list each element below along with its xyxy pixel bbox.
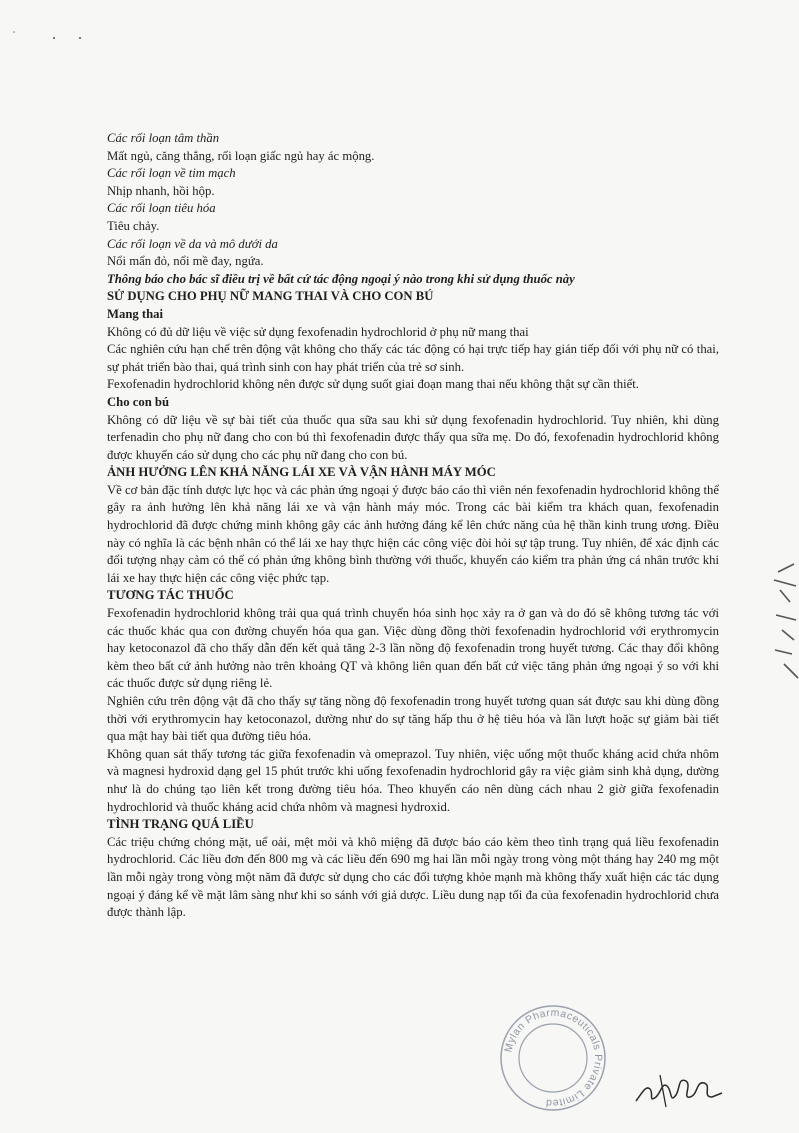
paragraph: Nổi mẩn đỏ, nổi mề đay, ngứa. xyxy=(107,254,264,269)
paragraph: Các nghiên cứu hạn chế trên động vật không cho thấy các tác động có hại trực tiếp hay gián tiếp đối với phụ nữ có thai, sự phát triển bào thai, quá trình sinh con hay phát triển của trẻ sơ sinh. xyxy=(107,342,719,374)
section-heading: SỬ DỤNG CHO PHỤ NỮ MANG THAI VÀ CHO CON BÚ xyxy=(107,289,434,304)
section-heading: Cho con bú xyxy=(107,394,170,409)
document-body xyxy=(107,130,719,922)
paragraph: Về cơ bản đặc tính dược lực học và các phản ứng ngoại ý được báo cáo thì viên nén fexofenadin hydrochlorid không thể gây ra ảnh hưởng lên khả năng lái xe và vận hành máy móc. Trong các bài kiểm tra khách quan, fexofenadin hydrochlorid đã được chứng minh không gây các ảnh hưởng đáng kể lên chức năng của hệ thần kinh trung ương. Điều này có nghĩa là các bệnh nhân có thể lái xe hay thực hiện các công việc đòi hỏi sự tập trung. Tuy nhiên, để xác định các đối tượng nhạy cảm có thể có phản ứng không bình thường với thuốc, khuyến cáo kiểm tra phản ứng cá nhân trước khi lái xe hay thực hiện các công việc phức tạp. xyxy=(107,482,719,585)
paragraph: Fexofenadin hydrochlorid không nên được sử dụng suốt giai đoạn mang thai nếu không thật sự cần thiết. xyxy=(107,377,639,392)
section-heading: TÌNH TRẠNG QUÁ LIỀU xyxy=(107,817,254,832)
subheading: Các rối loạn tiêu hóa xyxy=(107,201,216,216)
signature xyxy=(632,1063,727,1113)
subheading: Thông báo cho bác sĩ điều trị về bất cứ tác động ngoại ý nào trong khi sử dụng thuốc này xyxy=(107,271,575,286)
svg-text:Mylan Pharmaceuticals Private: Mylan Pharmaceuticals Private Limited xyxy=(502,1006,605,1110)
subheading: Các rối loạn về tim mạch xyxy=(107,166,236,181)
scan-specks xyxy=(0,0,120,60)
paragraph: Nhịp nhanh, hồi hộp. xyxy=(107,183,215,198)
section-heading: TƯƠNG TÁC THUỐC xyxy=(107,588,234,603)
paragraph: Không quan sát thấy tương tác giữa fexofenadin và omeprazol. Tuy nhiên, việc uống một thuốc kháng acid chứa nhôm và magnesi hydroxid dạng gel 15 phút trước khi uống fexofenadin hydrochlorid gây ra việc giảm sinh khả dụng, dường như là do chúng tạo liên kết trong đường tiêu hóa. Theo khuyến cáo nên dùng cách nhau 2 giờ giữa fexofenadin hydrochlorid và thuốc kháng acid chứa nhôm và magnesi hydroxid. xyxy=(107,746,719,814)
subheading: Các rối loạn tâm thần xyxy=(107,131,220,145)
section-heading: Mang thai xyxy=(107,306,164,321)
subheading: Các rối loạn về da và mô dưới da xyxy=(107,236,278,251)
paragraph: Tiêu chảy. xyxy=(107,218,160,233)
section-heading: ẢNH HƯỞNG LÊN KHẢ NĂNG LÁI XE VÀ VẬN HÀNH MÁY MÓC xyxy=(107,465,496,480)
paragraph: Các triệu chứng chóng mặt, uể oải, mệt mỏi và khô miệng đã được báo cáo kèm theo tình trạng quá liều fexofenadin hydrochlorid. Các liều đơn đến 800 mg và các liều đến 690 mg hai lần mỗi ngày trong vòng một tháng hay 240 mg một lần mỗi ngày trong vòng một năm đã được sử dụng cho các đối tượng khỏe mạnh mà không thấy xuất hiện các tác dụng ngoại ý đáng kể về mặt lâm sàng như khi so sánh với giả dược. Liều dung nạp tối đa của fexofenadin hydrochlorid chưa được thành lập. xyxy=(107,834,719,920)
paragraph: Nghiên cứu trên động vật đã cho thấy sự tăng nồng độ fexofenadin trong huyết tương quan sát được sau khi dùng đồng thời với erythromycin hay ketoconazol, dường như do sự tăng hấp thu ở hệ tiêu hóa và lần lượt hoặc sự giảm bài tiết qua mật hay bài tiết qua đường tiêu hóa. xyxy=(107,694,719,744)
paragraph: Fexofenadin hydrochlorid không trải qua quá trình chuyển hóa sinh học xảy ra ở gan và do đó sẽ không tương tác với các thuốc khác qua con đường chuyển hóa qua gan. Việc dùng đồng thời fexofenadin hydrochlorid với erythromycin hay ketoconazol đã cho thấy dẫn đến kết quả tăng 2-3 lần nồng độ fexofenadin trong huyết tương. Các thay đổi không kèm theo bất cứ ảnh hưởng nào trên khoảng QT và không liên quan đến bất cứ việc tăng phản ứng ngoại ý so với khi các thuốc được sử dụng riêng lẻ. xyxy=(107,606,719,691)
company-stamp xyxy=(498,1003,608,1113)
paragraph: Mất ngủ, căng thẳng, rối loạn giấc ngủ hay ác mộng. xyxy=(107,148,375,163)
binding-shadow xyxy=(770,560,799,680)
paragraph: Không có đủ dữ liệu về việc sử dụng fexofenadin hydrochlorid ở phụ nữ mang thai xyxy=(107,324,529,339)
paragraph: Không có dữ liệu về sự bài tiết của thuốc qua sữa sau khi sử dụng fexofenadin hydrochlorid. Tuy nhiên, khi dùng terfenadin cho phụ nữ đang cho con bú thì fexofenadin được thấy qua sữa mẹ. Do đó, fexofenadin hydrochlorid không được khuyến cáo sử dụng cho các phụ nữ đang cho con bú. xyxy=(107,412,719,462)
